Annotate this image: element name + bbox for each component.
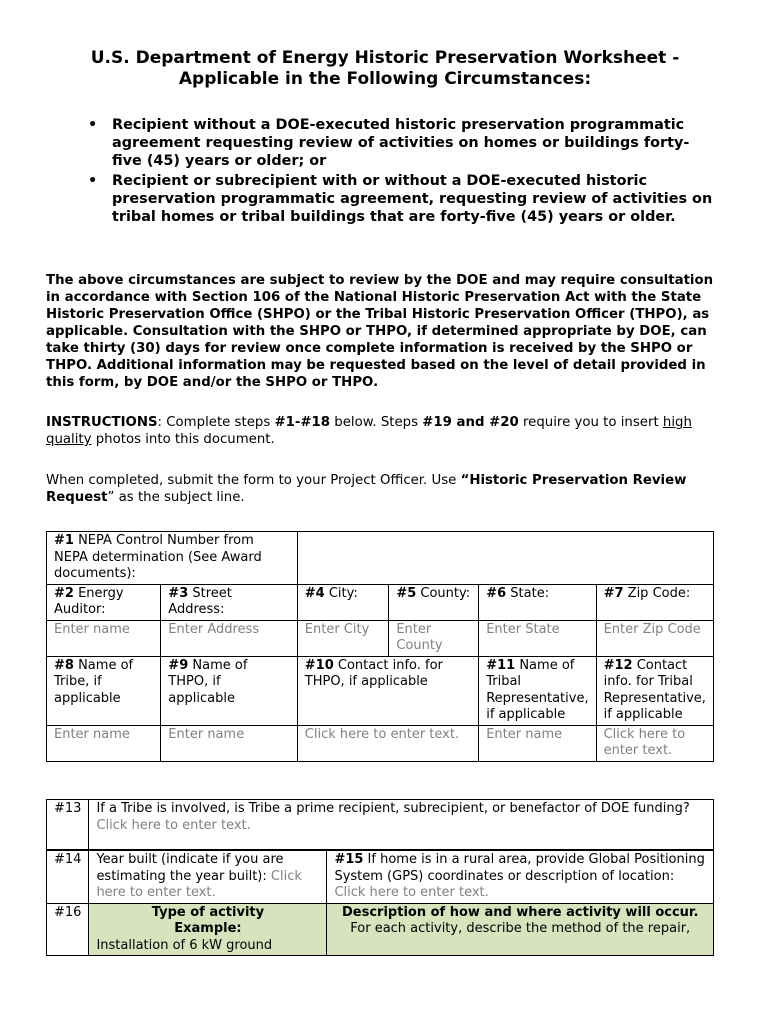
street-address-field[interactable]: Enter Address bbox=[161, 620, 297, 656]
county-field[interactable]: Enter County bbox=[389, 620, 479, 656]
row-number: #13 bbox=[47, 800, 89, 850]
city-field[interactable]: Enter City bbox=[297, 620, 389, 656]
year-built-question: Year built (indicate if you are estimating the year built): Click here to enter text. bbox=[89, 851, 327, 904]
row-number: #14 bbox=[47, 851, 89, 904]
building-info-table bbox=[46, 850, 714, 956]
zip-code-field[interactable]: Enter Zip Code bbox=[596, 620, 713, 656]
street-address-label: #3 Street Address: bbox=[161, 584, 297, 620]
nepa-control-label: #1 NEPA Control Number from NEPA determination (See Award documents): bbox=[47, 532, 298, 585]
tribal-rep-contact-label: #12 Contact info. for Tribal Representative, if applicable bbox=[596, 656, 713, 725]
tribal-rep-contact-field[interactable]: Click here to enter text. bbox=[596, 725, 713, 761]
instructions: INSTRUCTIONS: Complete steps #1-#18 below. Steps #19 and #20 require you to insert high quality photos into this document. bbox=[46, 415, 692, 447]
list-item: • Recipient or subrecipient with or without a DOE-executed historic preservation programmatic agreement, requesting review of activities on tribal homes or tribal buildings that are forty-five (45) years or older. bbox=[88, 173, 713, 225]
thpo-contact-label: #10 Contact info. for THPO, if applicable bbox=[297, 656, 478, 725]
row-number: #16 bbox=[47, 903, 89, 956]
circumstance-list bbox=[88, 116, 718, 228]
thpo-name-label: #9 Name of THPO, if applicable bbox=[161, 656, 297, 725]
tribe-funding-table bbox=[46, 799, 714, 850]
energy-auditor-label: #2 Energy Auditor: bbox=[47, 584, 161, 620]
energy-auditor-field[interactable]: Enter name bbox=[47, 620, 161, 656]
zip-code-label: #7 Zip Code: bbox=[596, 584, 713, 620]
activity-type-header: Type of activity Example: Installation of 6 kW ground bbox=[89, 903, 327, 956]
submit-note: When completed, submit the form to your Project Officer. Use “Historic Preservation Review Request” as the subject line. bbox=[46, 473, 687, 505]
gps-question: #15 If home is in a rural area, provide Global Positioning System (GPS) coordinates or description of location: Click here to enter text. bbox=[327, 851, 714, 904]
city-label: #4 City: bbox=[297, 584, 389, 620]
page-title: U.S. Department of Energy Historic Preservation Worksheet - Applicable in the Following Circumstances: bbox=[90, 48, 680, 89]
list-item: • Recipient without a DOE-executed historic preservation programmatic agreement requesting review of activities on homes or buildings forty-five (45) years or older; or bbox=[88, 117, 690, 169]
thpo-contact-field[interactable]: Click here to enter text. bbox=[297, 725, 478, 761]
thpo-name-field[interactable]: Enter name bbox=[161, 725, 297, 761]
tribal-rep-name-label: #11 Name of Tribal Representative, if applicable bbox=[479, 656, 596, 725]
project-info-table bbox=[46, 531, 714, 762]
activity-description-header: Description of how and where activity will occur. For each activity, describe the method of the repair, bbox=[327, 903, 714, 956]
year-built-field[interactable]: Click here to enter text. bbox=[96, 868, 302, 900]
gps-field[interactable]: Click here to enter text. bbox=[334, 885, 489, 900]
review-notice: The above circumstances are subject to review by the DOE and may require consultation in accordance with Section 106 of the National Historic Preservation Act with the State Historic Preservation Office (SHPO) or the Tribal Historic Preservation Officer (THPO), as applicable. Consultation with the SHPO or THPO, if determined appropriate by DOE, can take thirty (30) days for review once complete information is received by the SHPO or THPO. Additional information may be requested based on the level of detail provided in this form, by DOE and/or the SHPO or THPO. bbox=[46, 273, 714, 390]
nepa-control-field[interactable] bbox=[297, 532, 713, 585]
county-label: #5 County: bbox=[389, 584, 479, 620]
tribe-funding-question: If a Tribe is involved, is Tribe a prime recipient, subrecipient, or benefactor of DOE funding? Click here to enter text. bbox=[89, 800, 714, 850]
tribe-name-label: #8 Name of Tribe, if applicable bbox=[47, 656, 161, 725]
tribal-rep-name-field[interactable]: Enter name bbox=[479, 725, 596, 761]
tribe-funding-field[interactable]: Click here to enter text. bbox=[96, 817, 251, 833]
tribe-name-field[interactable]: Enter name bbox=[47, 725, 161, 761]
state-field[interactable]: Enter State bbox=[479, 620, 596, 656]
state-label: #6 State: bbox=[479, 584, 596, 620]
